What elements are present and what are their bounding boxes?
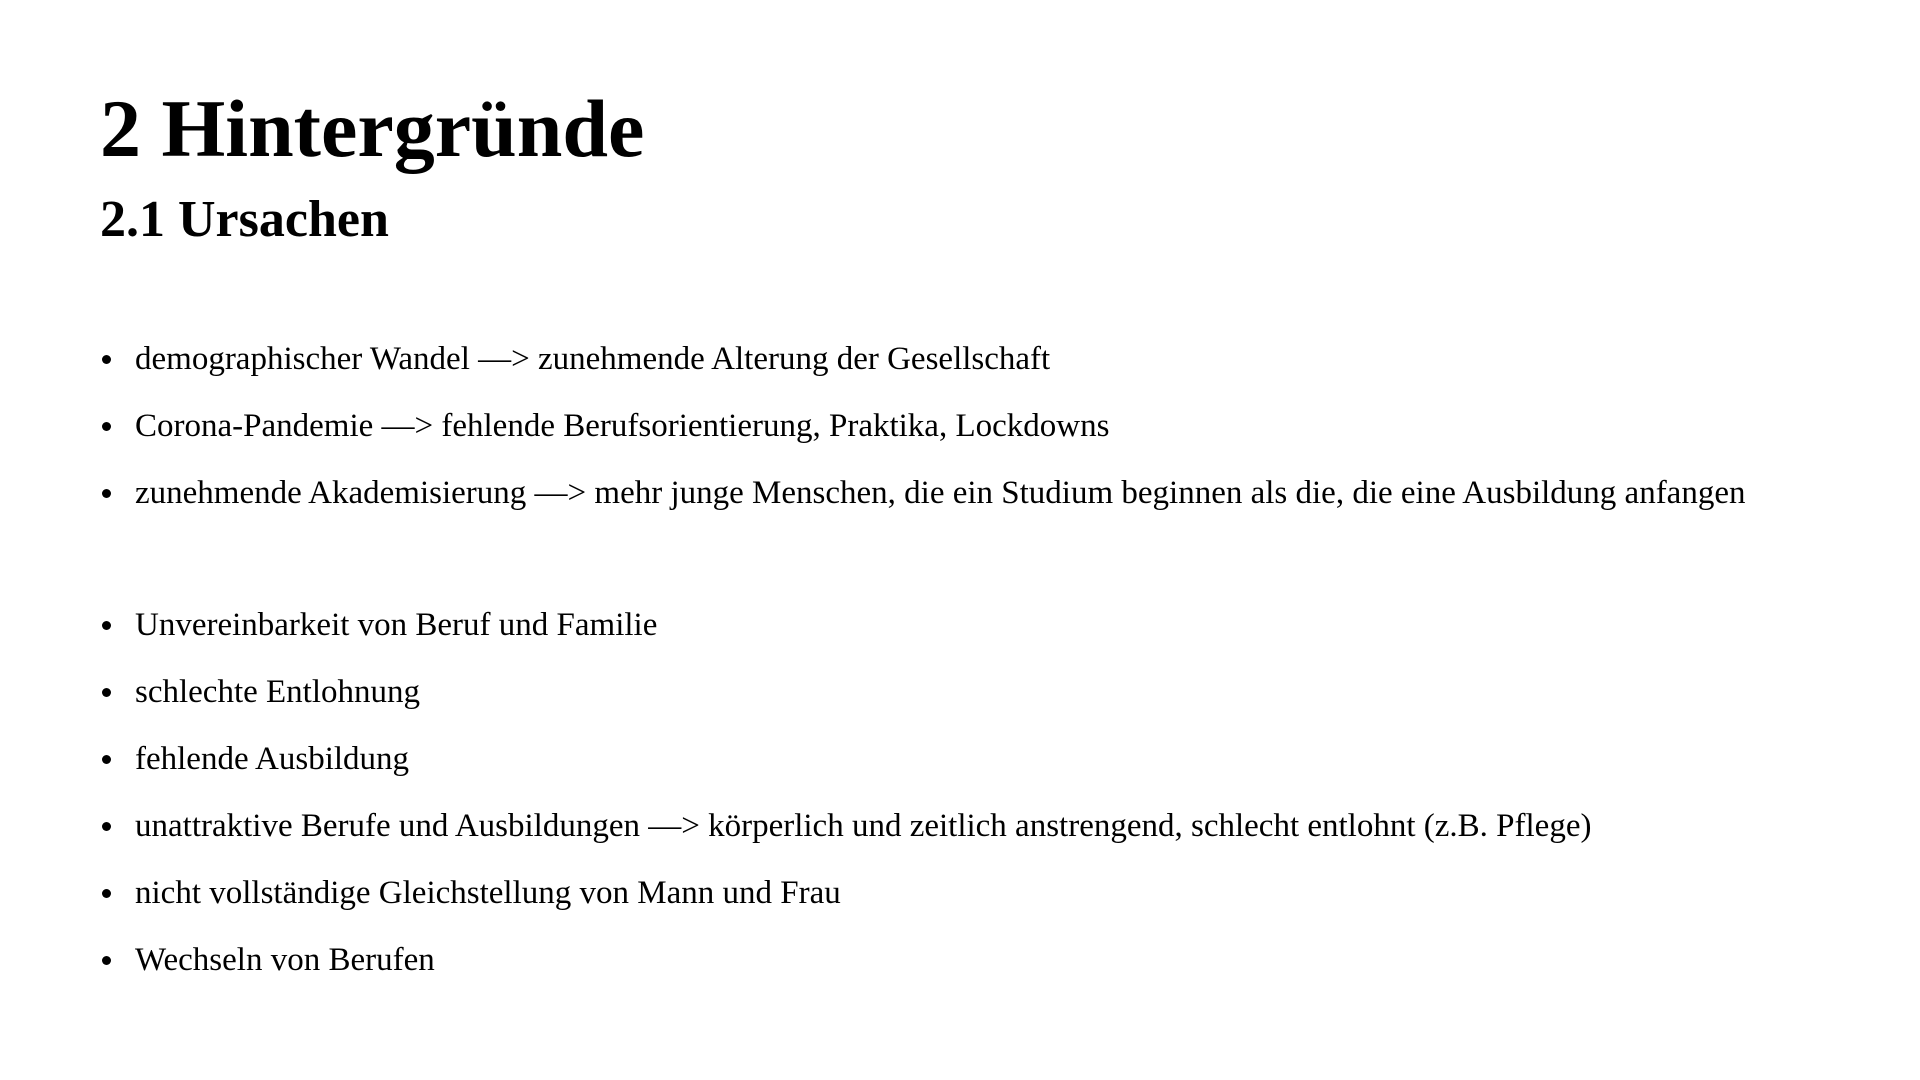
bullet-icon	[102, 355, 111, 364]
bullet-icon	[102, 489, 111, 498]
bullet-list-causes-1	[100, 336, 1745, 537]
list-item	[100, 336, 1745, 403]
bullet-list-causes-2	[100, 602, 1591, 1004]
bullet-icon	[102, 621, 111, 630]
bullet-icon	[102, 422, 111, 431]
list-item-text: unattraktive Berufe und Ausbildungen —> körperlich und zeitlich anstrengend, schlecht entlohnt (z.B. Pflege)	[135, 808, 1592, 844]
list-item	[100, 937, 1591, 1004]
list-item	[100, 470, 1745, 537]
list-item	[100, 669, 1591, 736]
bullet-icon	[102, 889, 111, 898]
list-item-text: zunehmende Akademisierung —> mehr junge Menschen, die ein Studium beginnen als die, die eine Ausbildung anfangen	[135, 475, 1746, 511]
bullet-icon	[102, 822, 111, 831]
bullet-icon	[102, 956, 111, 965]
list-item	[100, 803, 1591, 870]
list-item	[100, 870, 1591, 937]
list-item-text: demographischer Wandel —> zunehmende Alterung der Gesellschaft	[135, 341, 1051, 377]
page-title: 2 Hintergründe	[100, 83, 645, 174]
list-item-text: Corona-Pandemie —> fehlende Berufsorientierung, Praktika, Lockdowns	[135, 408, 1110, 444]
bullet-icon	[102, 688, 111, 697]
list-item	[100, 736, 1591, 803]
list-item-text: fehlende Ausbildung	[135, 741, 410, 777]
list-item	[100, 403, 1745, 470]
list-item-text: Unvereinbarkeit von Beruf und Familie	[135, 607, 658, 643]
list-item-text: Wechseln von Berufen	[135, 942, 435, 978]
list-item-text: schlechte Entlohnung	[135, 674, 421, 710]
list-item	[100, 602, 1591, 669]
bullet-icon	[102, 755, 111, 764]
section-subtitle: 2.1 Ursachen	[100, 191, 389, 248]
list-item-text: nicht vollständige Gleichstellung von Mann und Frau	[135, 875, 841, 911]
